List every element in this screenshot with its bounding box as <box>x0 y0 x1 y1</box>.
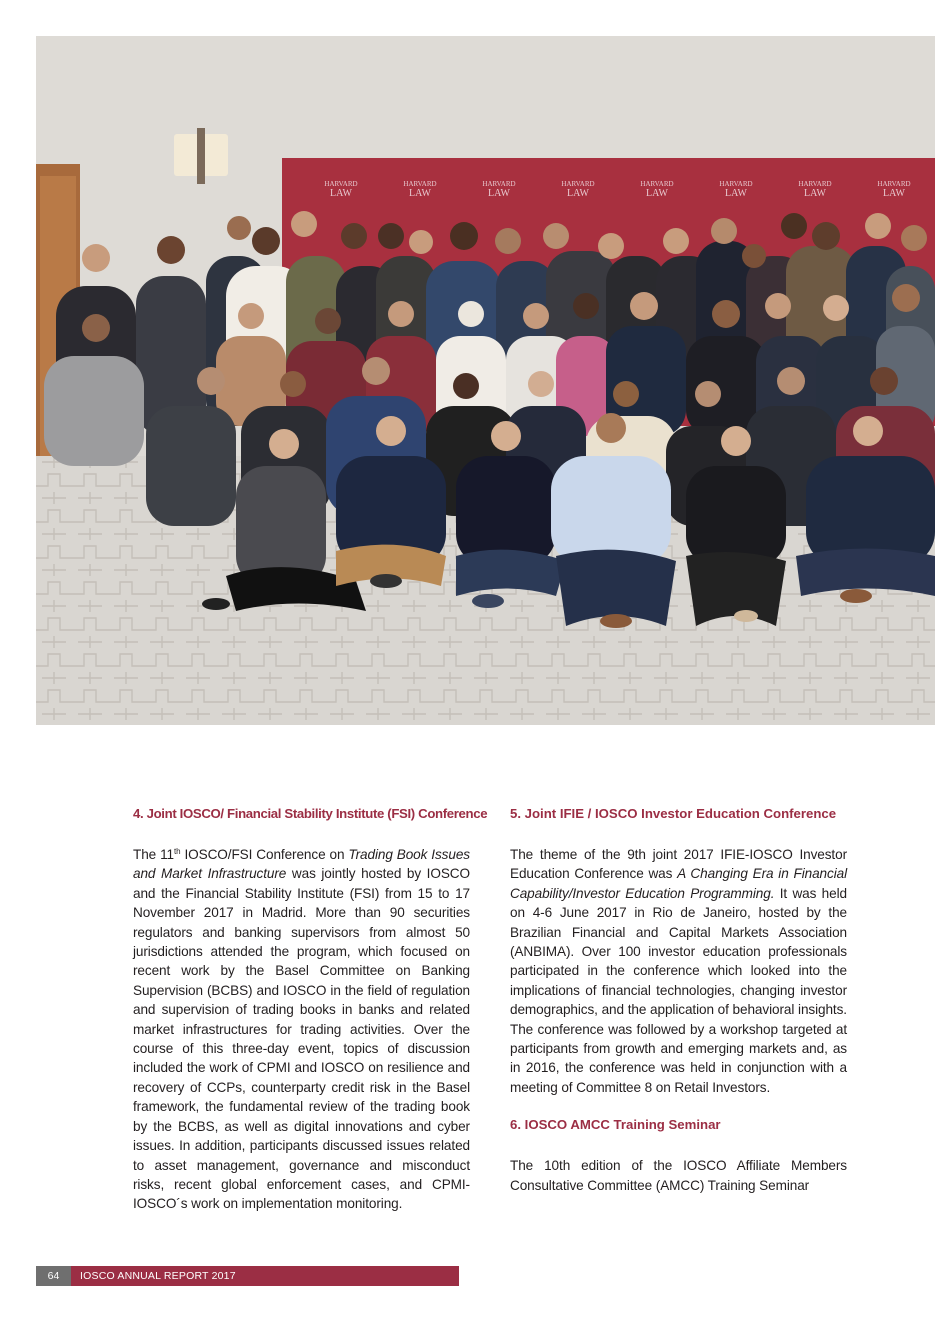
svg-text:HARVARD: HARVARD <box>324 180 358 188</box>
page-footer <box>36 1266 459 1286</box>
svg-text:LAW: LAW <box>330 188 352 199</box>
svg-text:LAW: LAW <box>488 188 510 199</box>
svg-text:HARVARD: HARVARD <box>403 180 437 188</box>
section-heading-amcc-seminar: 6. IOSCO AMCC Training Seminar <box>510 1117 721 1133</box>
report-title: IOSCO ANNUAL REPORT 2017 <box>80 1270 236 1282</box>
amcc-seminar-paragraph: The 10th edition of the IOSCO Affiliate Members Consultative Committee (AMCC) Training Seminar <box>510 1158 847 1193</box>
page-number: 64 <box>36 1266 71 1286</box>
section-heading-ifie-conference: 5. Joint IFIE / IOSCO Investor Education Conference <box>510 806 837 821</box>
wall-lamp-icon <box>174 128 228 184</box>
section-heading-fsi-conference: 4. Joint IOSCO/ Financial Stability Institute (FSI) Conference <box>133 806 488 821</box>
svg-text:LAW: LAW <box>883 188 905 199</box>
svg-text:HARVARD: HARVARD <box>798 180 832 188</box>
svg-text:HARVARD: HARVARD <box>719 180 753 188</box>
svg-text:LAW: LAW <box>804 188 826 199</box>
svg-text:HARVARD: HARVARD <box>640 180 674 188</box>
ifie-conference-paragraph: The theme of the 9th joint 2017 IFIE-IOSCO Investor Education Conference was A Changing Era in Financial Capability/Investor Education Programming. It was held on 4-6 June 2017 in Rio de Janeiro, hosted by the Brazilian Financial and Capital Markets Association (ANBIMA). Over 100 investor education professionals participated in the conference which looked into the implications of financial technologies, changing investor demographics, and the application of behavioral insights. The conference was followed by a workshop targeted at participants from growth and emerging markets and, as in 2016, the conference was held in conjunction with a meeting of Committee 8 on Retail Investors. <box>510 847 847 1095</box>
right-column <box>510 805 847 1195</box>
svg-text:LAW: LAW <box>567 188 589 199</box>
svg-text:LAW: LAW <box>409 188 431 199</box>
svg-text:HARVARD: HARVARD <box>877 180 911 188</box>
svg-text:LAW: LAW <box>646 188 668 199</box>
svg-text:HARVARD: HARVARD <box>561 180 595 188</box>
group-photo-illustration <box>36 36 935 725</box>
fsi-conference-paragraph: The 11th IOSCO/FSI Conference on Trading Book Issues and Market Infrastructure was jointly hosted by IOSCO and the Financial Stability Institute (FSI) from 15 to 17 November 2017 in Madrid. More than 90 securities regulators and banking supervisors from almost 50 jurisdictions attended the program, which focused on recent work by the Basel Committee on Banking Supervision (BCBS) and IOSCO in the field of regulation and supervision of trading books in banks and related market infrastructures for trading activities. Over the course of this three-day event, topics of discussion included the work of CPMI and IOSCO on resilience and recovery of CCPs, counterparty credit risk in the Basel framework, the fundamental review of the trading book by the BCBS, as well as digital innovations and cyber issues. In addition, participants discussed issues related to asset management, governance and misconduct risks, recent global enforcement cases, and CPMI- IOSCO´s work on implementation monitoring. <box>133 847 470 1212</box>
group-photo <box>36 36 935 725</box>
svg-text:LAW: LAW <box>725 188 747 199</box>
svg-text:HARVARD: HARVARD <box>482 180 516 188</box>
left-column <box>133 805 488 1214</box>
